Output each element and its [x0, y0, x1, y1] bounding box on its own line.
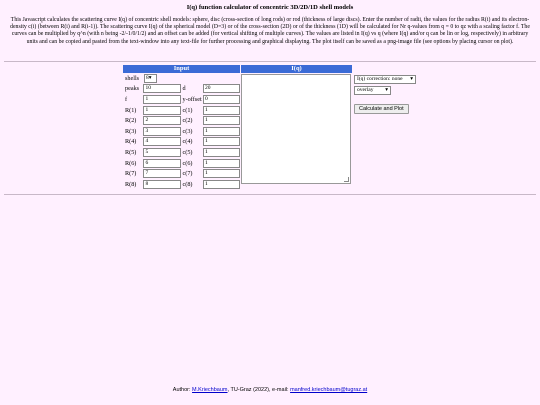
radius-label: R(4) — [125, 138, 137, 146]
radius-label: R(1) — [125, 106, 137, 114]
radius-row — [123, 158, 240, 169]
density-label: c(6) — [182, 159, 193, 167]
author-link[interactable]: M.Kriechbaum — [192, 387, 228, 393]
d-input[interactable]: 20 — [203, 84, 240, 93]
density-label: c(3) — [182, 127, 193, 135]
radius-label: R(8) — [125, 180, 137, 188]
shells-select-value: 8 — [146, 74, 149, 81]
mode-select[interactable] — [354, 86, 391, 95]
output-textarea[interactable] — [241, 74, 351, 184]
radius-input[interactable]: 1 — [143, 106, 180, 115]
density-input[interactable]: 1 — [203, 169, 240, 178]
density-input[interactable]: 1 — [203, 127, 240, 136]
shells-row — [123, 73, 240, 84]
density-input[interactable]: 1 — [203, 148, 240, 157]
affiliation-text: , TU-Graz (2022), e-mail: — [227, 387, 289, 393]
mode-select-value: overlay — [357, 87, 374, 93]
f-row — [123, 94, 240, 105]
radius-input[interactable]: 2 — [143, 116, 180, 125]
radius-row — [123, 115, 240, 126]
footer — [0, 387, 540, 393]
radius-input[interactable]: 4 — [143, 137, 180, 146]
top-divider — [4, 61, 536, 62]
email-link[interactable]: manfred.kriechbaum@tugraz.at — [290, 387, 368, 393]
correction-select[interactable] — [354, 75, 416, 84]
shells-label: shells — [125, 74, 140, 82]
page-title: I(q) function calculator of concentric 3D/2D/1D shell models — [186, 4, 354, 11]
y-offset-input[interactable]: 0 — [203, 95, 240, 104]
radius-density-rows — [123, 105, 240, 190]
radius-input[interactable]: 8 — [143, 180, 180, 189]
y-offset-label: y-offset — [182, 95, 202, 103]
correction-select-value: I(q) correction: none — [357, 76, 403, 82]
f-input[interactable]: 1 — [143, 95, 180, 104]
density-label: c(8) — [182, 180, 193, 188]
radius-label: R(7) — [125, 170, 137, 178]
radius-row — [123, 147, 240, 158]
density-input[interactable]: 1 — [203, 106, 240, 115]
f-label: f — [125, 95, 128, 103]
chevron-down-icon: ▾ — [385, 87, 388, 93]
chevron-down-icon: ▾ — [410, 76, 413, 82]
output-panel — [241, 65, 352, 184]
shells-select[interactable] — [144, 74, 157, 83]
density-input[interactable]: 1 — [203, 159, 240, 168]
page-description: This Javascript calculates the scattering curve I(q) of concentric shell models: sphere, disc (cross-section of long rods) or rod (thickness of large discs). Enter the number of radii, the values for the radius R(i) and its electron-density c(i) (between R(i) and R(i-1)). The scattering curve I(q) of the spherical model (D=3) or of the cross-section (2D) or of the thickness (1D) will be calculated for Nr q-values from q = 0 to qz with a scaling factor f. The curves can be multiplied by q^n (with n being -2/-1/0/1/2) and an offset can be added (for vertical shifting of multiple curves). The values are listed in I(q) vs q (where I(q) and/or q can be lin or log, respectively) in arbitrary units and can be copied and pasted from the text-window into any text-file for further processing and graphical displaying. The plot itself can be saved as a png-image file (see options by placing cursor on plot). — [10, 17, 530, 45]
radius-row — [123, 168, 240, 179]
radius-label: R(5) — [125, 148, 137, 156]
radius-input[interactable]: 7 — [143, 169, 180, 178]
bottom-divider — [4, 194, 536, 195]
radius-input[interactable]: 3 — [143, 127, 180, 136]
d-label: d — [182, 85, 186, 93]
density-input[interactable]: 1 — [203, 116, 240, 125]
peaks-input[interactable]: 10 — [143, 84, 180, 93]
chevron-down-icon: ▾ — [148, 74, 152, 81]
peaks-label: peaks — [125, 85, 140, 93]
input-panel-header: Input — [123, 65, 240, 73]
radius-row — [123, 126, 240, 137]
calculate-button[interactable]: Calculate and Plot — [354, 104, 409, 114]
input-panel — [123, 65, 240, 190]
author-label: Author: — [172, 387, 191, 393]
output-panel-header: I(q) — [241, 65, 352, 73]
density-label: c(4) — [182, 138, 193, 146]
resize-grip-icon[interactable] — [344, 177, 349, 182]
radius-row — [123, 179, 240, 190]
density-input[interactable]: 1 — [203, 180, 240, 189]
density-label: c(5) — [182, 148, 193, 156]
radius-label: R(6) — [125, 159, 137, 167]
radius-label: R(2) — [125, 117, 137, 125]
radius-row — [123, 105, 240, 116]
density-label: c(1) — [182, 106, 193, 114]
density-label: c(7) — [182, 170, 193, 178]
density-label: c(2) — [182, 117, 193, 125]
peaks-row — [123, 84, 240, 95]
controls — [354, 75, 416, 115]
radius-input[interactable]: 6 — [143, 159, 180, 168]
radius-input[interactable]: 5 — [143, 148, 180, 157]
radius-row — [123, 137, 240, 148]
density-input[interactable]: 1 — [203, 137, 240, 146]
radius-label: R(3) — [125, 127, 137, 135]
